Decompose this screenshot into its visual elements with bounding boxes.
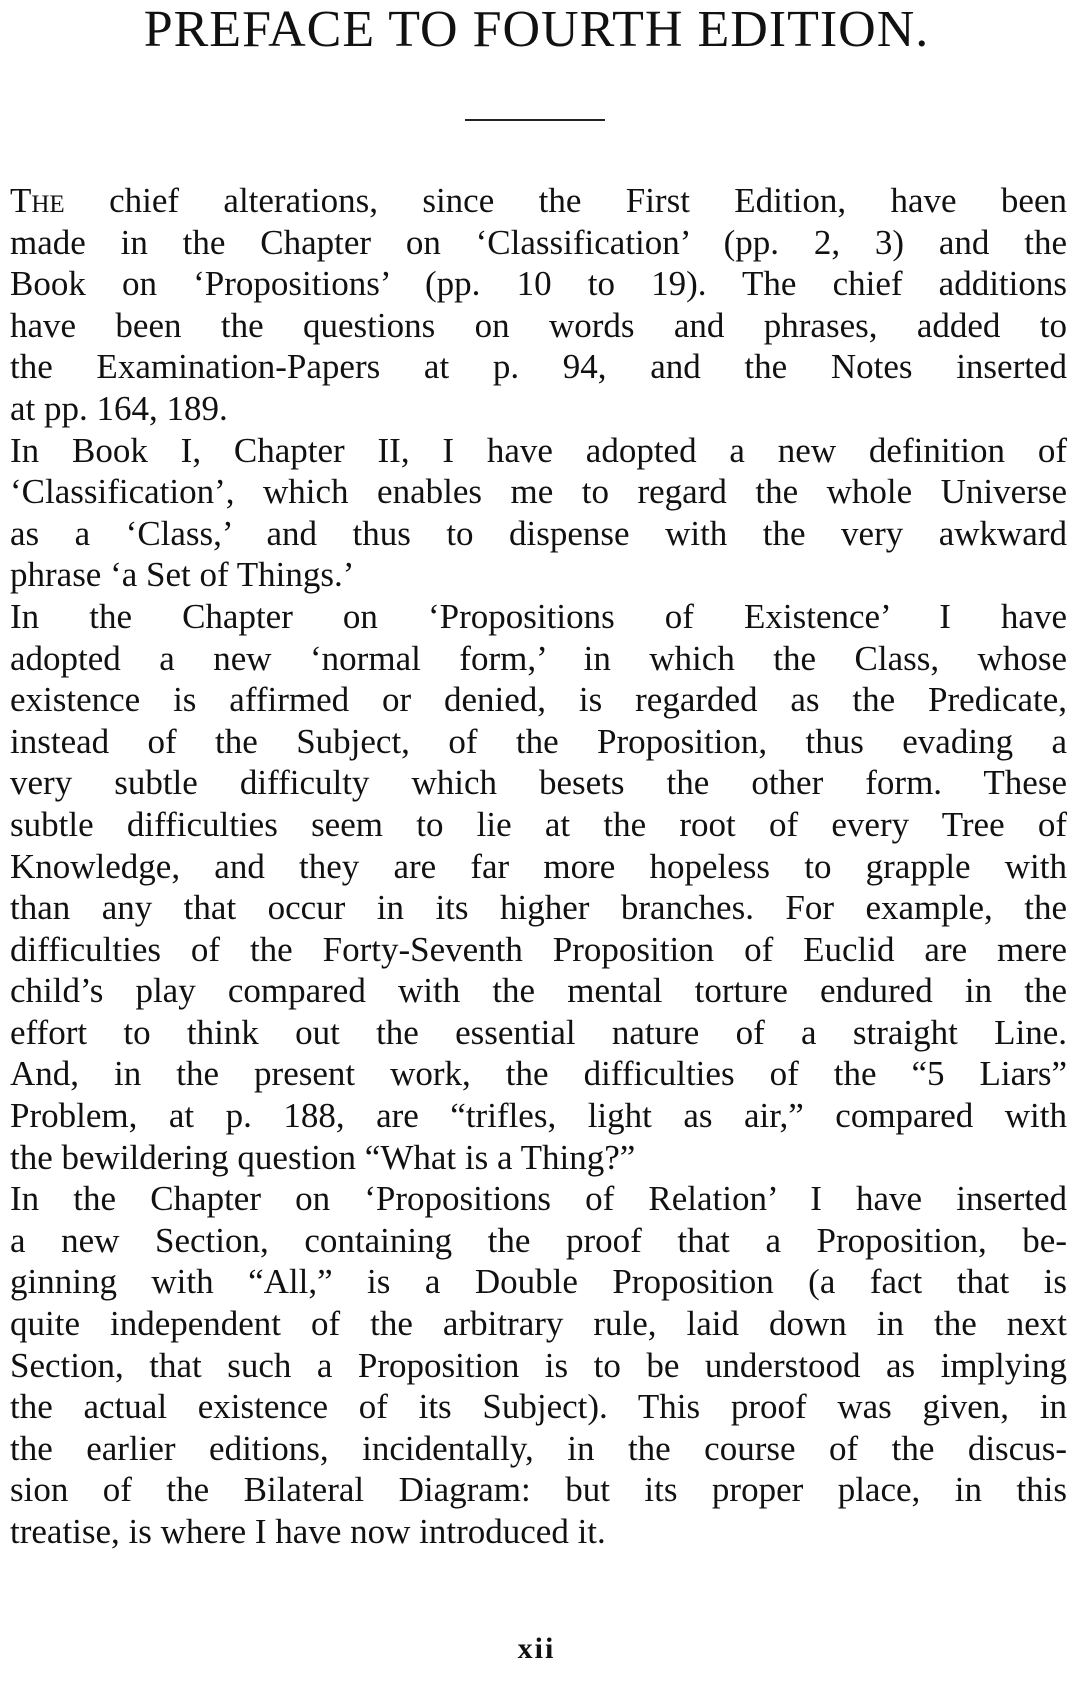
title-divider — [465, 119, 605, 121]
page-number: xii — [517, 1632, 556, 1665]
small-caps-word: The — [10, 181, 65, 220]
text-line — [10, 1345, 1067, 1387]
text-line — [10, 1178, 1067, 1220]
text-line — [10, 180, 1067, 222]
text-line — [10, 929, 1067, 971]
line-text: the actual existence of its Subject). This proof was given, in — [10, 1387, 1067, 1427]
text-line — [10, 596, 1067, 638]
preface-body — [10, 180, 1067, 1553]
text-line — [10, 471, 1067, 513]
text-line — [10, 1386, 1067, 1428]
text-line — [10, 430, 1067, 472]
text-line — [10, 554, 1067, 596]
line-text: treatise, is where I have now introduced it. — [10, 1512, 606, 1551]
page-title: PREFACE TO FOURTH EDITION. — [143, 1, 930, 58]
line-text: In the Chapter on ‘Propositions of Relation’ I have inserted — [10, 1179, 1067, 1219]
text-line — [10, 263, 1067, 305]
text-line — [10, 1012, 1067, 1054]
text-line — [10, 638, 1067, 680]
text-line — [10, 1261, 1067, 1303]
line-text: In the Chapter on ‘Propositions of Existence’ I have — [10, 596, 1067, 636]
line-text: And, in the present work, the difficulties of the “5 Liars” — [10, 1054, 1067, 1094]
line-text: at pp. 164, 189. — [10, 388, 228, 428]
line-text: Book on ‘Propositions’ (pp. 10 to 19). The chief additions — [10, 264, 1067, 304]
text-line — [10, 762, 1067, 804]
text-line — [10, 679, 1067, 721]
line-text: instead of the Subject, of the Proposition, thus evading a — [10, 721, 1067, 761]
line-text: adopted a new ‘normal form,’ in which the Class, whose — [10, 638, 1067, 678]
line-text: quite independent of the arbitrary rule, laid down in the next — [10, 1304, 1067, 1344]
text-line — [10, 1095, 1067, 1137]
line-text: effort to think out the essential nature of a straight Line. — [10, 1012, 1067, 1052]
line-text: a new Section, containing the proof that a Proposition, be- — [10, 1220, 1067, 1260]
line-text: than any that occur in its higher branches. For example, the — [10, 888, 1067, 928]
line-text: Knowledge, and they are far more hopeless to grapple with — [10, 846, 1067, 886]
line-text: subtle difficulties seem to lie at the root of every Tree of — [10, 804, 1067, 844]
text-line — [10, 346, 1067, 388]
line-text: Section, that such a Proposition is to be understood as implying — [10, 1345, 1067, 1385]
line-text: ‘Classification’, which enables me to regard the whole Universe — [10, 472, 1067, 512]
text-line — [10, 1137, 1067, 1179]
line-text: existence is affirmed or denied, is regarded as the Predicate, — [10, 680, 1067, 720]
text-line — [10, 1220, 1067, 1262]
text-line — [10, 1053, 1067, 1095]
line-text: the bewildering question “What is a Thing?” — [10, 1137, 636, 1177]
text-line — [10, 513, 1067, 555]
text-line — [10, 1303, 1067, 1345]
text-line — [10, 1428, 1067, 1470]
line-text: made in the Chapter on ‘Classification’ (pp. 2, 3) and the — [10, 222, 1067, 262]
line-text: difficulties of the Forty-Seventh Proposition of Euclid are mere — [10, 929, 1067, 969]
text-line — [10, 887, 1067, 929]
text-line — [10, 721, 1067, 763]
text-line — [10, 1511, 1067, 1553]
line-text: very subtle difficulty which besets the other form. These — [10, 763, 1067, 803]
line-text: as a ‘Class,’ and thus to dispense with the very awkward — [10, 513, 1067, 553]
text-line — [10, 970, 1067, 1012]
line-text: phrase ‘a Set of Things.’ — [10, 555, 355, 595]
line-text: In Book I, Chapter II, I have adopted a new definition of — [10, 430, 1067, 470]
line-text: sion of the Bilateral Diagram: but its proper place, in this — [10, 1470, 1067, 1510]
text-line — [10, 804, 1067, 846]
text-line — [10, 846, 1067, 888]
line-text: chief alterations, since the First Edition, have been — [64, 181, 1067, 220]
line-text: have been the questions on words and phrases, added to — [10, 305, 1067, 345]
text-line — [10, 222, 1067, 264]
text-line — [10, 1469, 1067, 1511]
line-text: ginning with “All,” is a Double Proposition (a fact that is — [10, 1262, 1067, 1302]
text-line — [10, 305, 1067, 347]
line-text: the earlier editions, incidentally, in the course of the discus- — [10, 1428, 1067, 1468]
line-text: the Examination-Papers at p. 94, and the Notes inserted — [10, 347, 1067, 387]
text-line — [10, 388, 1067, 430]
line-text: child’s play compared with the mental torture endured in the — [10, 971, 1067, 1011]
line-text: Problem, at p. 188, are “trifles, light as air,” compared with — [10, 1096, 1067, 1136]
